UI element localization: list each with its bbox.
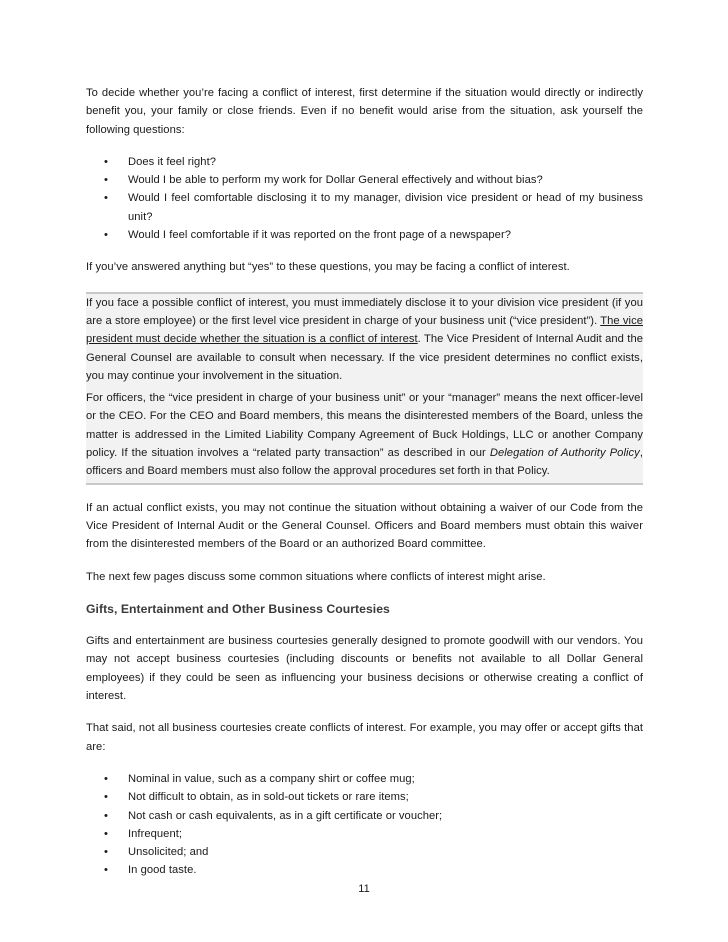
officers-paragraph: For officers, the “vice president in charge of your business unit” or your “manager” means the next officer-level or the CEO. For the CEO and Board members, this means the disinterested members of the Board, unless the matter is addressed in the Limited Liability Company Agreement of Buck Holdings, LLC or another Company policy. If the situation involves a “related party transaction” as described in our Delegation of Authority Policy, officers and Board members must also follow the approval procedures set forth in that Policy. xyxy=(86,392,643,478)
document-page xyxy=(86,84,643,880)
bullet-icon: • xyxy=(104,864,108,877)
bullet-icon: • xyxy=(104,174,108,187)
list-item: • Infrequent; xyxy=(86,825,643,843)
list-item: • Does it feel right? xyxy=(86,153,643,171)
gifts-heading: Gifts, Entertainment and Other Business Courtesies xyxy=(86,601,390,616)
bullet-icon: • xyxy=(104,155,108,168)
disclosure-box xyxy=(86,292,643,485)
list-item: • Nominal in value, such as a company shirt or coffee mug; xyxy=(86,770,643,788)
questions-list xyxy=(86,153,643,244)
list-item: • Would I feel comfortable if it was reported on the front page of a newspaper? xyxy=(86,226,643,244)
bullet-icon: • xyxy=(104,809,108,822)
gifts-paragraph: Gifts and entertainment are business courtesies generally designed to promote goodwill with our vendors. You may not accept business courtesies (including discounts or benefits not available to all Dollar General employees) if they could be seen as influencing your business decisions or otherwise creating a conflict of interest. xyxy=(86,635,643,703)
list-item: • In good taste. xyxy=(86,861,643,879)
list-item: • Would I feel comfortable disclosing it to my manager, division vice president or head of my business unit? xyxy=(86,189,643,226)
bullet-icon: • xyxy=(104,846,108,859)
bullet-icon: • xyxy=(104,192,108,205)
list-item: • Would I be able to perform my work for Dollar General effectively and without bias? xyxy=(86,171,643,189)
list-item: • Not difficult to obtain, as in sold-out tickets or rare items; xyxy=(86,788,643,806)
gifts-examples-paragraph: That said, not all business courtesies create conflicts of interest. For example, you may offer or accept gifts that are: xyxy=(86,722,643,753)
list-item: • Not cash or cash equivalents, as in a gift certificate or voucher; xyxy=(86,807,643,825)
policy-name: Delegation of Authority Policy xyxy=(489,447,640,460)
list-item: • Unsolicited; and xyxy=(86,843,643,861)
waiver-paragraph: If an actual conflict exists, you may not continue the situation without obtaining a waiver of our Code from the Vice President of Internal Audit or the General Counsel. Officers and Board members must obtain this waiver from the disinterested members of the Board or an authorized Board committee. xyxy=(86,501,643,551)
intro-paragraph: To decide whether you’re facing a conflict of interest, first determine if the situation would directly or indirectly benefit you, your family or close friends. Even if no benefit would arise from the situation, ask yourself the following questions: xyxy=(86,87,643,136)
bullet-icon: • xyxy=(104,791,108,804)
disclosure-paragraph: If you face a possible conflict of interest, you must immediately disclose it to your division vice president (if you are a store employee) or the first level vice president in charge of your business unit (“vice president”). The vice president must decide whether the situation is a conflict of interest. The Vice President of Internal Audit and the General Counsel are available to consult when necessary. If the vice president determines no conflict exists, you may continue your involvement in the situation. xyxy=(86,296,644,382)
vice-president-decision-text: The vice president must decide whether the situation is a conflict of interest xyxy=(86,314,644,346)
bullet-icon: • xyxy=(104,827,108,840)
bullet-icon: • xyxy=(104,229,108,242)
gift-criteria-list xyxy=(86,770,643,880)
page-number: 11 xyxy=(358,883,370,895)
bullet-icon: • xyxy=(104,772,108,785)
after-questions-paragraph: If you’ve answered anything but “yes” to these questions, you may be facing a conflict of interest. xyxy=(86,261,570,274)
next-pages-paragraph: The next few pages discuss some common situations where conflicts of interest might arise. xyxy=(86,570,546,583)
